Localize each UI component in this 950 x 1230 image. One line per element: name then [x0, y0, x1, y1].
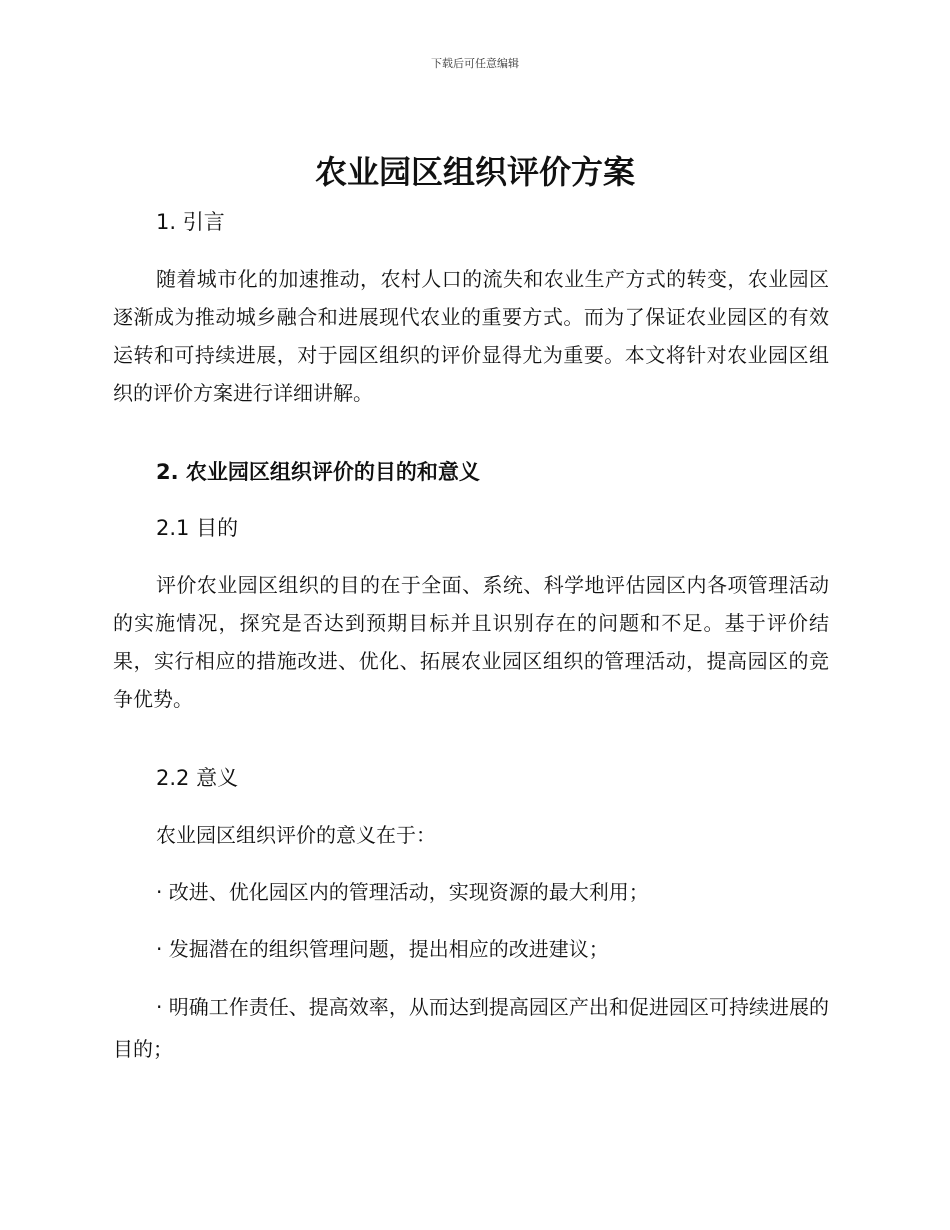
section-2-heading: 2. 农业园区组织评价的目的和意义	[156, 460, 480, 484]
bullet-item: · 明确工作责任、提高效率，从而达到提高园区产出和促进园区可持续进展的目的；	[113, 995, 829, 1061]
section-2-1-heading: 2.1 目的	[156, 516, 239, 540]
section-2-1-paragraph: 评价农业园区组织的目的在于全面、系统、科学地评估园区内各项管理活动的实施情况，探究是否达到预期目标并且识别存在的问题和不足。基于评价结果，实行相应的措施改进、优化、拓展农业园区组织的管理活动，提高园区的竞争优势。	[113, 573, 829, 711]
document-title: 农业园区组织评价方案	[314, 153, 635, 191]
section-1-heading: 1. 引言	[156, 210, 225, 234]
page-header-note: 下载后可任意编辑	[431, 57, 519, 70]
section-2-2-heading: 2.2 意义	[156, 766, 239, 790]
section-1-paragraph: 随着城市化的加速推动，农村人口的流失和农业生产方式的转变，农业园区逐渐成为推动城乡融合和进展现代农业的重要方式。而为了保证农业园区的有效运转和可持续进展，对于园区组织的评价显得尤为重要。本文将针对农业园区组织的评价方案进行详细讲解。	[113, 267, 829, 405]
bullet-item: · 改进、优化园区内的管理活动，实现资源的最大利用；	[156, 880, 649, 904]
bullet-item: · 发掘潜在的组织管理问题，提出相应的改进建议；	[156, 937, 609, 961]
section-2-2-intro: 农业园区组织评价的意义在于：	[156, 823, 436, 847]
